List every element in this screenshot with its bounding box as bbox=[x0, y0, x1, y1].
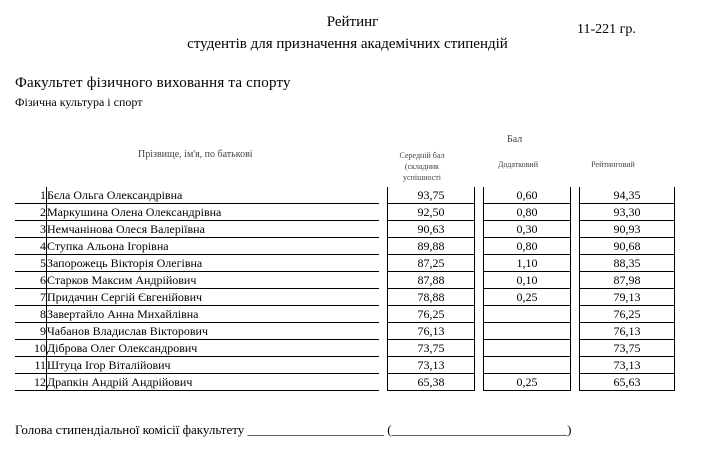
extra-score bbox=[484, 323, 571, 340]
student-name: Чабанов Владислав Вікторович bbox=[47, 323, 380, 340]
table-row bbox=[15, 238, 675, 255]
column-spacer bbox=[379, 374, 388, 391]
column-spacer bbox=[379, 323, 388, 340]
row-number: 10 bbox=[15, 340, 47, 357]
group-label: 11-221 гр. bbox=[577, 22, 636, 37]
column-spacer bbox=[571, 204, 580, 221]
average-score: 90,63 bbox=[388, 221, 475, 238]
column-group-score: Бал bbox=[507, 134, 523, 145]
column-spacer bbox=[475, 374, 484, 391]
table-row bbox=[15, 255, 675, 272]
column-spacer bbox=[475, 272, 484, 289]
extra-score bbox=[484, 357, 571, 374]
row-number: 12 bbox=[15, 374, 47, 391]
table-row bbox=[15, 374, 675, 391]
rating-table bbox=[15, 187, 675, 391]
rating-score: 65,63 bbox=[580, 374, 675, 391]
signature-line: Голова стипендіальної комісії факультету _____________________ (___________________________) bbox=[15, 422, 572, 437]
extra-score: 1,10 bbox=[484, 255, 571, 272]
row-number: 11 bbox=[15, 357, 47, 374]
rating-score: 73,75 bbox=[580, 340, 675, 357]
average-score: 76,25 bbox=[388, 306, 475, 323]
average-score: 78,88 bbox=[388, 289, 475, 306]
column-spacer bbox=[475, 238, 484, 255]
column-header-average-line2: (складник bbox=[404, 162, 440, 171]
average-score: 76,13 bbox=[388, 323, 475, 340]
rating-score: 90,93 bbox=[580, 221, 675, 238]
extra-score: 0,25 bbox=[484, 374, 571, 391]
rating-score: 87,98 bbox=[580, 272, 675, 289]
column-spacer bbox=[571, 272, 580, 289]
column-spacer bbox=[571, 238, 580, 255]
rating-score: 79,13 bbox=[580, 289, 675, 306]
average-score: 87,88 bbox=[388, 272, 475, 289]
extra-score: 0,30 bbox=[484, 221, 571, 238]
row-number: 4 bbox=[15, 238, 47, 255]
table-row bbox=[15, 204, 675, 221]
rating-score: 76,13 bbox=[580, 323, 675, 340]
column-spacer bbox=[379, 357, 388, 374]
column-spacer bbox=[571, 221, 580, 238]
rating-score: 90,68 bbox=[580, 238, 675, 255]
rating-score: 88,35 bbox=[580, 255, 675, 272]
column-spacer bbox=[379, 306, 388, 323]
table-row bbox=[15, 357, 675, 374]
average-score: 93,75 bbox=[388, 187, 475, 204]
student-name: Діброва Олег Олександрович bbox=[47, 340, 380, 357]
column-spacer bbox=[475, 357, 484, 374]
table-row bbox=[15, 289, 675, 306]
document-subtitle: студентів для призначення академічних стипендій bbox=[187, 36, 508, 52]
row-number: 5 bbox=[15, 255, 47, 272]
row-number: 1 bbox=[15, 187, 47, 204]
column-spacer bbox=[379, 289, 388, 306]
row-number: 6 bbox=[15, 272, 47, 289]
rating-score: 94,35 bbox=[580, 187, 675, 204]
column-header-average bbox=[382, 150, 462, 183]
column-spacer bbox=[379, 204, 388, 221]
extra-score bbox=[484, 306, 571, 323]
student-name: Придачин Сергій Євгенійович bbox=[47, 289, 380, 306]
average-score: 92,50 bbox=[388, 204, 475, 221]
extra-score: 0,80 bbox=[484, 204, 571, 221]
student-name: Бєла Ольга Олександрівна bbox=[47, 187, 380, 204]
student-name: Штуца Ігор Віталійович bbox=[47, 357, 380, 374]
student-name: Запорожець Вікторія Олегівна bbox=[47, 255, 380, 272]
row-number: 9 bbox=[15, 323, 47, 340]
rating-score: 93,30 bbox=[580, 204, 675, 221]
document-title: Рейтинг bbox=[326, 14, 379, 30]
column-spacer bbox=[571, 289, 580, 306]
student-name: Завертайло Анна Михайлівна bbox=[47, 306, 380, 323]
column-spacer bbox=[571, 357, 580, 374]
table-row bbox=[15, 306, 675, 323]
student-name: Ступка Альона Ігорівна bbox=[47, 238, 380, 255]
column-spacer bbox=[475, 289, 484, 306]
column-spacer bbox=[571, 340, 580, 357]
extra-score: 0,60 bbox=[484, 187, 571, 204]
column-spacer bbox=[475, 340, 484, 357]
column-spacer bbox=[571, 306, 580, 323]
column-header-rating: Рейтинговий bbox=[591, 160, 635, 169]
table-row bbox=[15, 221, 675, 238]
average-score: 73,75 bbox=[388, 340, 475, 357]
column-spacer bbox=[475, 204, 484, 221]
average-score: 89,88 bbox=[388, 238, 475, 255]
column-spacer bbox=[475, 306, 484, 323]
column-spacer bbox=[379, 238, 388, 255]
column-spacer bbox=[379, 221, 388, 238]
row-number: 3 bbox=[15, 221, 47, 238]
column-spacer bbox=[379, 340, 388, 357]
extra-score: 0,80 bbox=[484, 238, 571, 255]
rating-score: 73,13 bbox=[580, 357, 675, 374]
specialty-name: Фізична культура і спорт bbox=[15, 95, 143, 109]
column-spacer bbox=[379, 187, 388, 204]
column-spacer bbox=[379, 272, 388, 289]
student-name: Маркушина Олена Олександрівна bbox=[47, 204, 380, 221]
extra-score: 0,10 bbox=[484, 272, 571, 289]
table-row bbox=[15, 187, 675, 204]
column-spacer bbox=[571, 187, 580, 204]
student-name: Немчанінова Олеся Валеріївна bbox=[47, 221, 380, 238]
table-row bbox=[15, 272, 675, 289]
table-row bbox=[15, 323, 675, 340]
faculty-name: Факультет фізичного виховання та спорту bbox=[15, 75, 291, 91]
row-number: 2 bbox=[15, 204, 47, 221]
column-header-name: Прізвище, ім'я, по батькові bbox=[138, 149, 253, 160]
column-spacer bbox=[571, 374, 580, 391]
column-header-average-line3: успішності bbox=[403, 173, 441, 182]
average-score: 87,25 bbox=[388, 255, 475, 272]
column-spacer bbox=[475, 323, 484, 340]
column-spacer bbox=[475, 187, 484, 204]
column-spacer bbox=[571, 323, 580, 340]
row-number: 8 bbox=[15, 306, 47, 323]
average-score: 65,38 bbox=[388, 374, 475, 391]
row-number: 7 bbox=[15, 289, 47, 306]
extra-score bbox=[484, 340, 571, 357]
column-header-extra: Додатковий bbox=[498, 160, 538, 169]
average-score: 73,13 bbox=[388, 357, 475, 374]
column-spacer bbox=[475, 255, 484, 272]
column-spacer bbox=[475, 221, 484, 238]
student-name: Старков Максим Андрійович bbox=[47, 272, 380, 289]
column-spacer bbox=[379, 255, 388, 272]
student-name: Драпкін Андрій Андрійович bbox=[47, 374, 380, 391]
column-header-average-line1: Середній бал bbox=[399, 151, 445, 160]
column-spacer bbox=[571, 255, 580, 272]
extra-score: 0,25 bbox=[484, 289, 571, 306]
table-row bbox=[15, 340, 675, 357]
rating-score: 76,25 bbox=[580, 306, 675, 323]
